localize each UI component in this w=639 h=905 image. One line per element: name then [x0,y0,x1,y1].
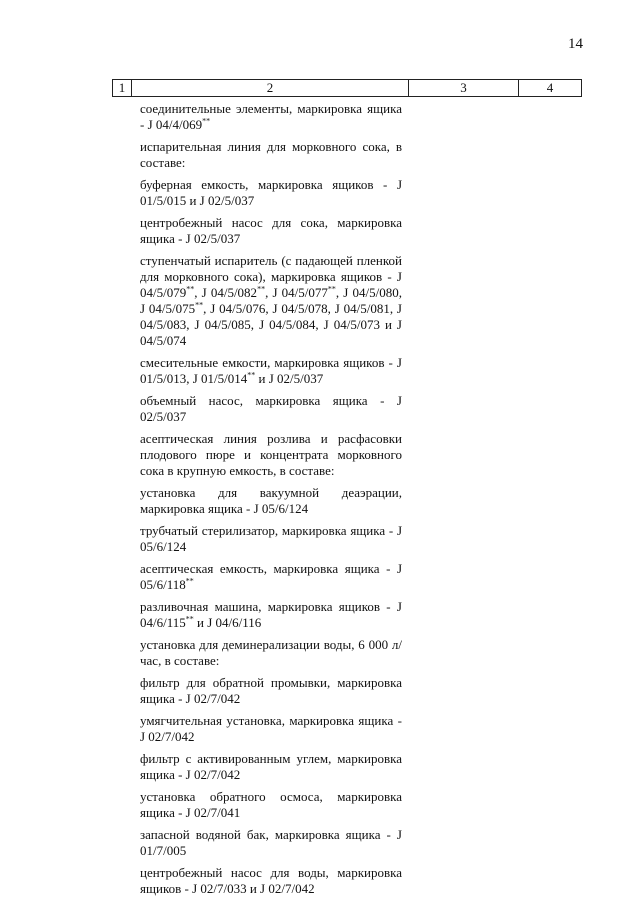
table-row: установка обратного осмоса, маркировка ящика - J 02/7/041 [140,789,402,820]
column-header-2: 2 [132,80,409,96]
table-row: установка для вакуумной деаэрации, маркировка ящика - J 05/6/124 [140,485,402,516]
table-row: разливочная машина, маркировка ящиков - J 04/6/115** и J 04/6/116 [140,599,402,630]
table-row: фильтр с активированным углем, маркировка ящика - J 02/7/042 [140,751,402,782]
table-row: центробежный насос для сока, маркировка ящика - J 02/5/037 [140,215,402,246]
table-row: соединительные элементы, маркировка ящика - J 04/4/069** [140,101,402,132]
document-table [112,79,582,903]
column-header-3: 3 [409,80,519,96]
table-row: фильтр для обратной промывки, маркировка ящика - J 02/7/042 [140,675,402,706]
column-header-1: 1 [112,80,132,96]
table-header-row [112,79,582,97]
table-row: объемный насос, маркировка ящика - J 02/5/037 [140,393,402,424]
table-body [112,97,582,897]
item-list [140,97,402,897]
column-header-4: 4 [519,80,582,96]
table-row: испарительная линия для морковного сока, в составе: [140,139,402,170]
table-row: асептическая линия розлива и расфасовки плодового пюре и концентрата морковного сока в крупную емкость, в составе: [140,431,402,478]
table-row: центробежный насос для воды, маркировка ящиков - J 02/7/033 и J 02/7/042 [140,865,402,896]
page-number: 14 [568,36,583,52]
table-row: буферная емкость, маркировка ящиков - J 01/5/015 и J 02/5/037 [140,177,402,208]
table-row: установка для деминерализации воды, 6 000 л/час, в составе: [140,637,402,668]
table-row: асептическая емкость, маркировка ящика - J 05/6/118** [140,561,402,592]
table-row: умягчительная установка, маркировка ящика - J 02/7/042 [140,713,402,744]
table-row: запасной водяной бак, маркировка ящика - J 01/7/005 [140,827,402,858]
table-row: смесительные емкости, маркировка ящиков - J 01/5/013, J 01/5/014** и J 02/5/037 [140,355,402,386]
table-row: трубчатый стерилизатор, маркировка ящика - J 05/6/124 [140,523,402,554]
table-row: ступенчатый испаритель (с падающей пленкой для морковного сока), маркировка ящиков - J 04/5/079**, J 04/5/082**, J 04/5/077**, J 04/5/080, J 04/5/075**, J 04/5/076, J 04/5/078, J 04/5/081, J 04/5/083, J 04/5/085, J 04/5/084, J 04/5/073 и J 04/5/074 [140,253,402,348]
